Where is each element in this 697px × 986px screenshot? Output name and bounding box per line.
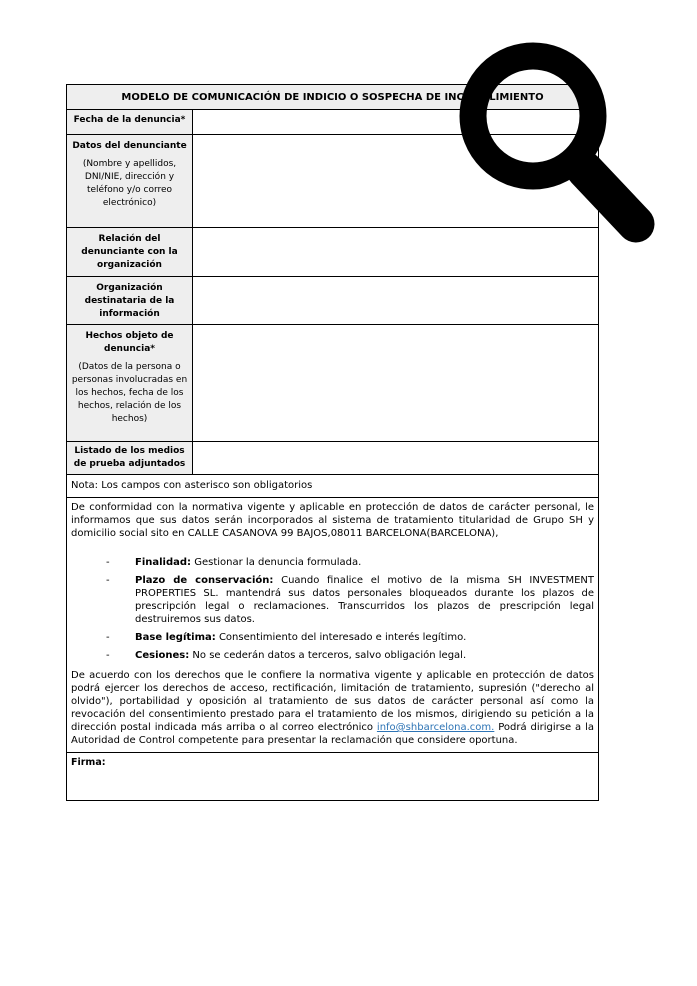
label-text: Datos del denunciante [72,141,187,151]
label-datos-denunciante [67,135,193,227]
bullet-text: Consentimiento del interesado e interés legítimo. [215,632,467,643]
bullet-text: Cuando finalice el motivo de la misma SH INVESTMENT PROPERTIES SL. mantendrá sus datos personales bloqueados durante los plazos de prescripción legal o reclamaciones. Transcurridos los plazos de prescripción legal destruiremos sus datos. [135,575,595,625]
data-protection-notice [67,498,598,753]
bullet-dash: - [106,632,110,643]
list-item [106,631,594,644]
legal-paragraph-2 [71,669,594,747]
signature-row [67,753,598,800]
bullet-lead: Finalidad: [135,557,192,568]
label-medios-prueba [67,442,193,474]
bullet-dash: - [106,650,110,661]
label-hechos-denuncia [67,325,193,441]
label-relacion-denunciante [67,228,193,276]
bullet-lead: Cesiones: [135,650,190,661]
complaint-form-table [66,84,599,801]
bullet-dash: - [106,557,110,568]
row-datos-denunciante [67,135,598,228]
bullet-dash: - [106,575,110,586]
mandatory-fields-note: Nota: Los campos con asterisco son obligatorios [67,475,598,498]
field-hechos-denuncia[interactable] [193,325,598,441]
bullet-text: Gestionar la denuncia formulada. [191,557,362,568]
row-fecha-denuncia [67,110,598,135]
label-text: Fecha de la denuncia* [73,115,186,125]
signature-label: Firma: [71,757,106,768]
row-medios-prueba [67,442,598,475]
form-title: MODELO DE COMUNICACIÓN DE INDICIO O SOSPECHA DE INCUMPLIMIENTO [67,85,598,110]
label-fecha-denuncia [67,110,193,134]
legal-paragraph-1: De conformidad con la normativa vigente y aplicable en protección de datos de carácter personal, le informamos que sus datos serán incorporados al sistema de tratamiento titularidad de Grupo SH y domicilio social sito en CALLE CASANOVA 99 BAJOS,08011 BARCELONA(BARCELONA), [71,502,594,539]
list-item [106,556,594,569]
bullet-lead: Plazo de conservación: [135,575,274,586]
label-subtext: (Nombre y apellidos, DNI/NIE, dirección y teléfono y/o correo electrónico) [82,159,177,208]
list-item [106,574,594,626]
row-hechos-denuncia [67,325,598,442]
field-fecha-denuncia[interactable] [193,110,598,134]
bullet-text: No se cederán datos a terceros, salvo obligación legal. [189,650,467,661]
legal-bullet-list [106,556,594,662]
label-text: Relación del denunciante con la organización [81,234,178,270]
bullet-lead: Base legítima: [135,632,216,643]
row-organizacion-destinataria [67,277,598,325]
email-link[interactable]: info@shbarcelona.com. [376,722,495,733]
row-relacion-denunciante [67,228,598,277]
label-subtext: (Datos de la persona o personas involucradas en los hechos, fecha de los hechos, relación de los hechos) [71,362,188,424]
legal-paragraph-2-text: Podrá dirigirse a la Autoridad de Control competente para presentar la reclamación que considere oportuna. [71,722,594,746]
label-text: Organización destinataria de la información [84,283,175,319]
label-organizacion-destinataria [67,277,193,324]
field-organizacion-destinataria[interactable] [193,277,598,324]
field-relacion-denunciante[interactable] [193,228,598,276]
label-text: Hechos objeto de denuncia* [85,331,174,354]
label-text: Listado de los medios de prueba adjuntados [73,446,186,469]
field-datos-denunciante[interactable] [193,135,598,227]
field-medios-prueba[interactable] [193,442,598,474]
legal-paragraph-2-text: De acuerdo con los derechos que le confiere la normativa vigente y aplicable en protección de datos podrá ejercer los derechos de acceso, rectificación, limitación de tratamiento, supresión ("derecho al olvido"), portabilidad y oposición al tratamiento de sus datos de carácter personal así como la revocación del consentimiento prestado para el tratamiento de los mismos, dirigiendo su petición a la dirección postal indicada más arriba o al correo electrónico [71,670,594,733]
list-item [106,649,594,662]
